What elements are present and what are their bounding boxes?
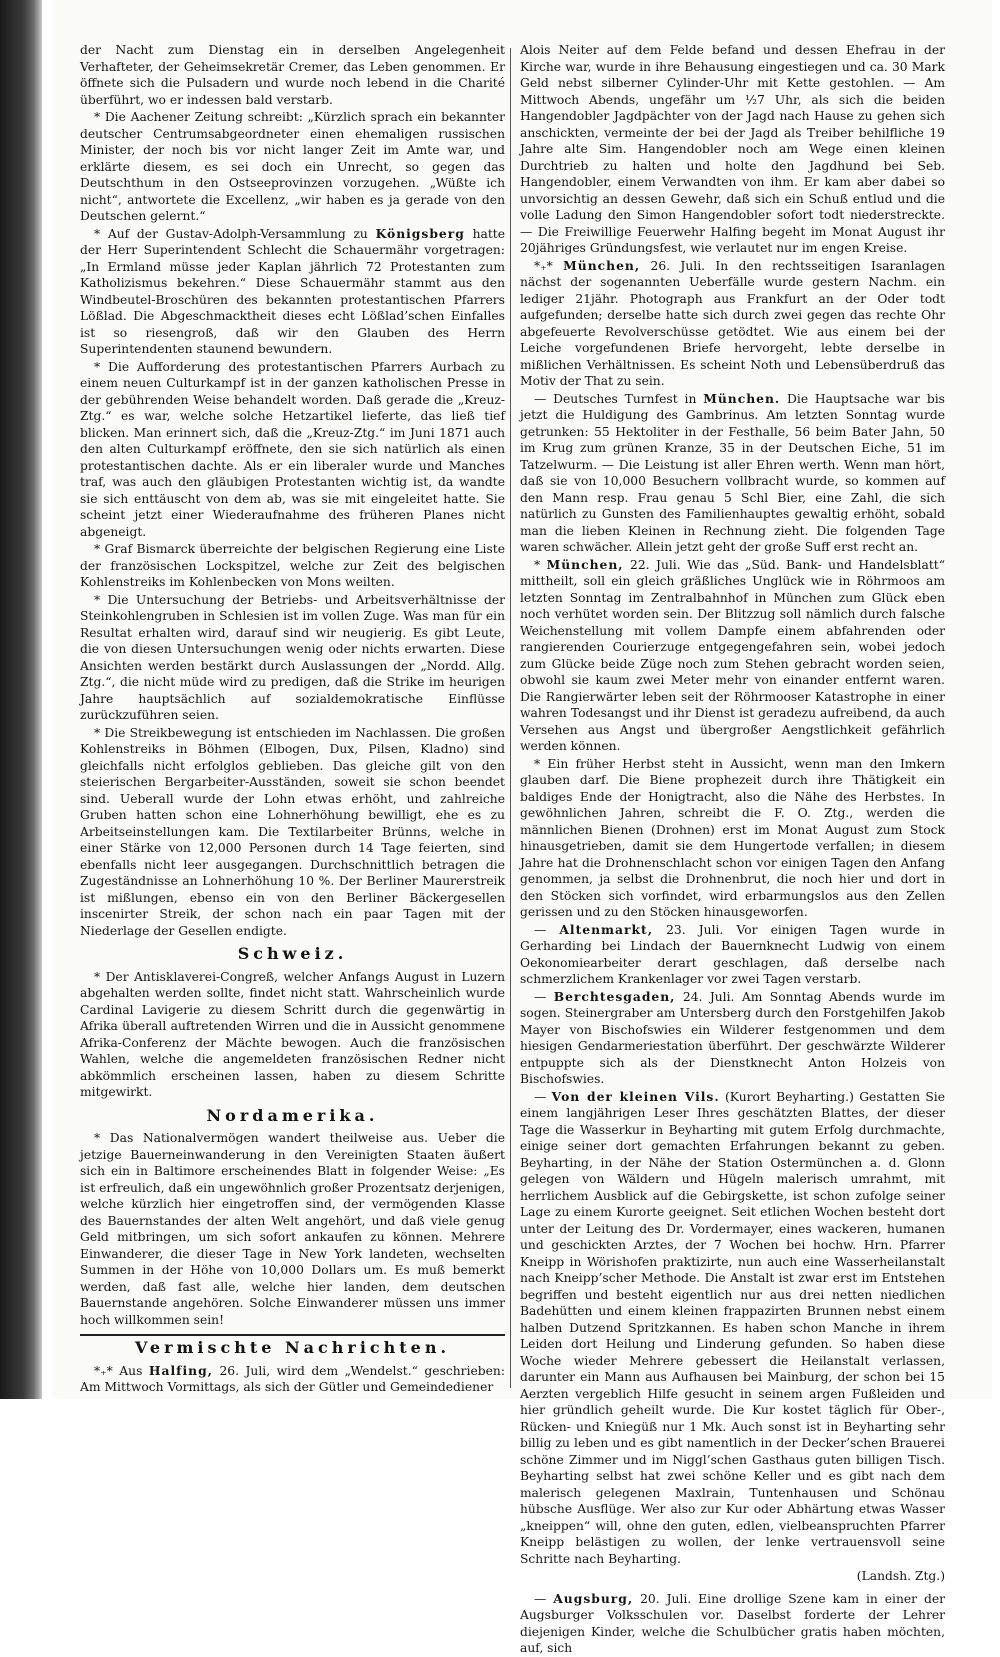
- article-paragraph: * Graf Bismarck überreichte der belgischen Regierung eine Liste der französischen Lockspitzel, welche zur Zeit des belgischen Kohlenstreiks im Kohlenbecken von Mons weilten.: [80, 542, 505, 589]
- paragraph-text: 26. Juli, wird dem „Wendelst.“ geschrieben: Am Mittwoch Vormittags, als sich der Gütler und Gemeindediener: [80, 1363, 505, 1394]
- article-paragraph: [520, 1089, 945, 1568]
- paragraph-lead: —: [534, 1089, 547, 1104]
- paragraph-text: 20. Juli. Eine drollige Szene kam in einer der Augsburger Volksschulen vor. Daselbst forderte der Lehrer diejenigen Kinder, welche die Schulbücher gratis haben möchten, auf, sich: [520, 1591, 945, 1655]
- paragraph-lead: —: [534, 989, 547, 1004]
- left-column: [80, 42, 505, 1392]
- place-name: München,: [563, 257, 641, 273]
- section-heading-vermischte: Vermischte Nachrichten.: [134, 1338, 451, 1357]
- place-name: Königsberg: [375, 225, 465, 241]
- place-name: Halfing,: [148, 1362, 213, 1378]
- paragraph-text: 26. Juli. In den rechtsseitigen Isaranlagen nächst der sogenannten Ueberfälle wurde gestern Nachm. ein lediger 21jähr. Photograph aus Frankfurt an der Oder todt aufgefunden; derselbe hatte sich durch zwei gegen das rechte Ohr abgefeuerte Revolverschüsse getödtet. Wie aus einem bei der Leiche vorgefundenen Briefe hervorgeht, lebte derselbe in mißlichen Verhältnissen. Es scheint Noth und Lebensüberdruß das Motiv der That zu sein.: [520, 258, 945, 388]
- newspaper-page: [52, 0, 992, 1655]
- paragraph-text: Die Hauptsache war bis jetzt die Huldigung des Gambrinus. Am letzten Sonntag wurde getrunken: 55 Hektoliter in der Festhalle, 56 beim Bater Jahn, 50 im Krug zum grünen Kranze, 35 in der Deutschen Eiche, 51 im Tatzelwurm. — Die Leistung ist aller Ehren werth. Wenn man hört, daß sie von 10,000 Besuchern vollbracht wurde, so kommen auf den Mann resp. Frau genau 5 Schl Bier, eine Zahl, die sich natürlich zu Gunsten des Familienhauptes gewaltig erhöht, sobald man die lieben Kleinen in Rechnung zieht. Die folgenden Tage waren schwächer. Allein jetzt geht der große Suff erst recht an.: [520, 391, 945, 554]
- article-paragraph: * Die Aachener Zeitung schreibt: „Kürzlich sprach ein bekannter deutscher Centrumsabgeordneter einen ehemaligen russischen Minister, der noch bis vor nicht langer Zeit im Amte war, und erklärte diesem, es sei doch ein Unrecht, so gegen das Deutschthum in den Ostseeprovinzen vorzugehen. „Wüßte ich nicht“, antwortete die Excellenz, „wir haben es ja gerade von den Deutschen gelernt.“: [80, 110, 505, 223]
- paragraph-lead: *₊* Aus: [94, 1363, 143, 1378]
- paragraph-lead: — Deutsches Turnfest in: [534, 391, 697, 406]
- paragraph-lead: * Auf der Gustav-Adolph-Versammlung zu: [94, 226, 368, 241]
- paragraph-text: 22. Juli. Wie das „Süd. Bank- und Handelsblatt“ mittheilt, soll ein gleich gräßliches Unglück wie in Röhrmoos am letzten Sonntag im Zentralbahnhof in München zum Glück eben noch verhütet worden sein. Der Blitzzug soll nämlich durch falsche Weichenstellung mit vollem Dampfe einem abfahrenden oder rangierenden Courierzuge entgegengefahren sein, wobei jedoch zum Glücke beide Züge noch zum Stehen gebracht worden seien, obwohl sie kaum zwei Meter mehr von einander entfernt waren. Die Rangierwärter leben seit der Röhrmooser Katastrophe in einer wahren Todesangst und ihr Dienst ist geradezu aufreibend, da auch Versehen aus Angst und übergroßer Aengstlichkeit gefährlich werden können.: [520, 557, 945, 753]
- article-paragraph: * Der Antisklaverei-Congreß, welcher Anfangs August in Luzern abgehalten werden sollte, findet nicht statt. Wahrscheinlich wurde Cardinal Lavigerie zu diesem Schritt durch die gegenwärtig in Afrika überall auftretenden Wirren und die in Aussicht genommene Afrika-Conferenz der Mächte bewogen. Auch die französischen Wahlen, welche die angemeldeten französischen Redner nicht abkömmlich erscheinen lassen, haben zu diesem Schritte mitgewirkt.: [80, 969, 505, 1099]
- article-paragraph: der Nacht zum Dienstag ein in derselben Angelegenheit Verhafteter, der Geheimsekretär Cremer, das Leben genommen. Er öffnete sich die Pulsadern und wurde noch lebend in die Charité überführt, wo er indessen bald verstarb.: [80, 43, 505, 107]
- paragraph-text: (Kurort Beyharting.) Gestatten Sie einem langjährigen Leser Ihres geschätzten Blattes, der dieser Tage die Wasserkur in Beyharting mit gutem Erfolg durchmachte, einige seiner dort gemachten Erfahrungen bekannt zu geben. Beyharting, in der Nähe der Station Ostermünchen a. d. Glonn gelegen von Wäldern und Hügeln malerisch umrahmt, mit herrlichem Ausblick auf die Gebirgskette, ist schon zufolge seiner Lage zu einem Kurorte geeignet. Seit etlichen Wochen besteht dort unter der Leitung des Dr. Vordermayer, eines wackeren, humanen und geschickten Arztes, der 7 Wochen bei hochw. Hrn. Pfarrer Kneipp in Wörishofen praktizirte, nun auch eine Wasserheilanstalt nach Kneipp’scher Methode. Die Anstalt ist zwar erst im Entstehen begriffen und besteht eigentlich nur aus drei netten niedlichen Badehütten und einem kleinen frappazirten Brunnen nebst einem halben Dutzend Spritzkannen. Es haben schon Manche in ihrem Leiden dort Heilung und Linderung gefunden. So haben diese Woche wieder Mehrere gebessert die Heilanstalt verlassen, darunter ein Mann aus Aufhausen bei Mainburg, der schon bei 15 Aerzten vergeblich Hilfe gesucht in seinem argen Fußleiden und hier gründlich geheilt wurde. Die Kur kostet täglich für Ober-, Rücken- und Kniegüß nur 1 Mk. Auch sonst ist in Beyharting sehr billig zu leben und es gibt namentlich in der Decker’schen Brauerei schöne Zimmer und im Niggl’schen Gasthaus guten billigen Tisch. Beyharting selbst hat zwei schöne Keller und es gibt nach dem malerisch gelegenen Maxlrain, Tuntenhausen und Schönau hübsche Ausflüge. Wer also zur Kur oder Abhärtung etwas Wasser „kneippen“ will, ohne den guten, edlen, vielbeanspruchten Pfarrer Kneipp belästigen zu wollen, der lenke vertrauensvoll seine Schritte nach Beyharting.: [520, 1089, 945, 1566]
- paragraph-lead: *₊*: [534, 258, 553, 273]
- article-paragraph: [520, 922, 945, 988]
- paragraph-lead: *: [534, 557, 541, 572]
- place-name: Altenmarkt,: [559, 921, 653, 937]
- article-paragraph: * Das Nationalvermögen wandert theilweise aus. Ueber die jetzige Bauerneinwanderung in den Vereinigten Staaten äußert sich ein in Baltimore erscheinendes Blatt in folgender Weise: „Es ist erfreulich, daß ein ungewöhnlich großer Prozentsatz derjenigen, welche kürzlich hier eingetroffen sind, der vermögenden Klasse des Bauernstandes der alten Welt angehört, und daß viele genug Geld mitbringen, um sich sofort ankaufen zu können. Mehrere Einwanderer, die dieser Tage in New York landeten, wechselten Summen in der Höhe von 10,000 Dollars um. Es muß bemerkt werden, daß fast alle, welche hier landen, dem deutschen Bauernstande angehören. Solche Einwanderer müssen uns immer hoch willkommen sein!: [80, 1131, 505, 1327]
- article-paragraph: * Die Aufforderung des protestantischen Pfarrers Aurbach zu einem neuen Culturkampf ist in der ganzen katholischen Presse in der gebührenden Weise behandelt worden. Daß gerade die „Kreuz-Ztg.“ es war, welche solche Hetzartikel lieferte, das ließ tief blicken. Man erinnert sich, daß die „Kreuz-Ztg.“ im Juni 1871 auch den alten Culturkampf eröffnete, den sie sich natürlich als einen protestantischen dachte. Als er ein liberaler wurde und Manches traf, was auch den gläubigen Protestanten wichtig ist, da wandte sie sich enttäuscht von dem ab, was sie mit eingeleitet hatte. Sie scheint jetzt einer Wiederaufnahme des früheren Planes nicht abgeneigt.: [80, 359, 505, 539]
- paragraph-lead: —: [534, 1591, 547, 1606]
- right-column: [520, 42, 945, 1655]
- article-paragraph: [80, 226, 505, 358]
- article-paragraph: [520, 1591, 945, 1657]
- paragraph-text: 24. Juli. Am Sonntag Abends wurde im sogen. Steinergraber am Untersberg durch den Forstgehilfen Jakob Mayer von Bischofswies ein Wilderer festgenommen und dem hiesigen Gendarmeriestation überführt. Der geschwärzte Wilderer entpuppte sich als der Dienstknecht Anton Holzeis von Bischofswies.: [520, 989, 945, 1086]
- column-divider: [510, 48, 511, 1388]
- article-paragraph: * Die Untersuchung der Betriebs- und Arbeitsverhältnisse der Steinkohlengruben in Schlesien ist im vollen Zuge. Was man für ein Resultat erhalten wird, darauf sind wir neugierig. Es gibt Leute, die von diesen Untersuchungen wenig oder nichts erwarten. Diese Ansichten werden bestärkt durch Auslassungen der „Nordd. Allg. Ztg.“, die nicht müde wird zu predigen, daß die Strike im heurigen Jahre hauptsächlich auf sozialdemokratische Einflüsse zurückzuführen seien.: [80, 592, 505, 722]
- paragraph-text: hatte der Herr Superintendent Schlecht die Schauermähr vorgetragen: „In Ermland müsse jeder Kaplan jährlich 72 Protestanten zum Katholizismus bekehren.“ Diese Schauermähr stammt aus den Windbeutel-Broschüren des bekannten protestantischen Pfarrers Lößlad. Die Abgeschmacktheit dieses echt Lößlad’schen Einfalles ist so riesengroß, daß wir den Glauben des Herrn Superintendenten staunend bewundern.: [80, 226, 505, 356]
- place-name: Berchtesgaden,: [553, 988, 676, 1004]
- place-name: Von der kleinen Vils.: [551, 1088, 720, 1104]
- article-paragraph: * Ein früher Herbst steht in Aussicht, wenn man den Imkern glauben darf. Die Biene prophezeit durch ihre Thätigkeit ein baldiges Ende der Honigtracht, also die Nähe des Herbstes. In gewöhnlichen Jahren, schreibt die F. O. Ztg., werden die männlichen Bienen (Drohnen) erst im Monat August zum Stock hinausgetrieben, damit sie dem Hungertode verfallen; in diesem Jahre hat die Drohnenschlacht schon vor einigen Tagen den Anfang genommen, ja selbst die Drohnenbrut, die noch hier und dort in den Stöcken sich vorfindet, wird erbarmungslos aus den Zellen gerissen und zu den Stöcken hinausgeworfen.: [520, 756, 945, 919]
- article-paragraph: [80, 1363, 505, 1396]
- section-heading-schweiz: Schweiz.: [237, 944, 348, 963]
- article-paragraph: [520, 258, 945, 390]
- article-paragraph: [520, 557, 945, 755]
- place-name: München.: [703, 390, 781, 406]
- paragraph-lead: —: [534, 922, 547, 937]
- section-heading-nordamerika: Nordamerika.: [206, 1105, 379, 1125]
- source-credit: (Landsh. Ztg.): [856, 1569, 945, 1583]
- paragraph-text: 23. Juli. Vor einigen Tagen wurde in Gerharding bei Lindach der Bauernknecht Ludwig von einem Oekonomiearbeiter derart geschlagen, daß derselbe nach schmerzlichem Krankenlager vor zwei Tagen verstarb.: [520, 922, 945, 986]
- book-binding-edge: [0, 0, 42, 1399]
- section-rule: [80, 1334, 505, 1336]
- article-paragraph: [520, 391, 945, 556]
- article-paragraph: [520, 989, 945, 1088]
- place-name: München,: [546, 556, 624, 572]
- article-paragraph: * Die Streikbewegung ist entschieden im Nachlassen. Die großen Kohlenstreiks in Böhmen (Elbogen, Dux, Pilsen, Kladno) sind gleichfalls nicht erfolglos geblieben. Das gleiche gilt von den steierischen Bergarbeiter-Ausständen, soweit sie schon beendet sind. Ueberall wurde der Lohn etwas erhöht, und zahlreiche Gruben hatten schon eine Lohnerhöhung bewilligt, ehe es zu Arbeitseinstellungen kam. Die Textilarbeiter Brünns, welche in einer Stärke von 12,000 Personen durch 14 Tage feierten, sind ebenfalls nicht leer ausgegangen. Durchschnittlich betragen die Zugeständnisse an Lohnerhöhung 10 %. Der Berliner Maurerstreik ist mißlungen, ebenso ein von den Berliner Bäckergesellen inscenirter Streik, der schon nach ein paar Tagen mit der Niederlage der Gesellen endigte.: [80, 725, 505, 938]
- article-paragraph: Alois Neiter auf dem Felde befand und dessen Ehefrau in der Kirche war, wurde in ihre Behausung eingestiegen und ca. 30 Mark Geld nebst silberner Cylinder-Uhr mit Kette gestohlen. — Am Mittwoch Abends, ungefähr um ½7 Uhr, als sich die beiden Hangendobler Jagdpächter von der Jagd nach Hause zu gehen sich anschickten, vermeinte der bei der Jagd als Treiber behilfliche 19 Jahre alte Sim. Hangendobler noch am Wege einen kleinen Durchtrieb zu halten und holte den Jagdhund bei Seb. Hangendobler, einem Verwandten von ihm. Er kam aber dabei so unvorsichtig an dessen Gewehr, daß sich ein Schuß entlud und die volle Ladung den Simon Hangendobler sofort todt niederstreckte. — Die Freiwillige Feuerwehr Halfing begeht im Monat August ihr 20jähriges Gründungsfest, wie verlautet nur im engen Kreise.: [520, 43, 945, 255]
- place-name: Augsburg,: [553, 1590, 634, 1606]
